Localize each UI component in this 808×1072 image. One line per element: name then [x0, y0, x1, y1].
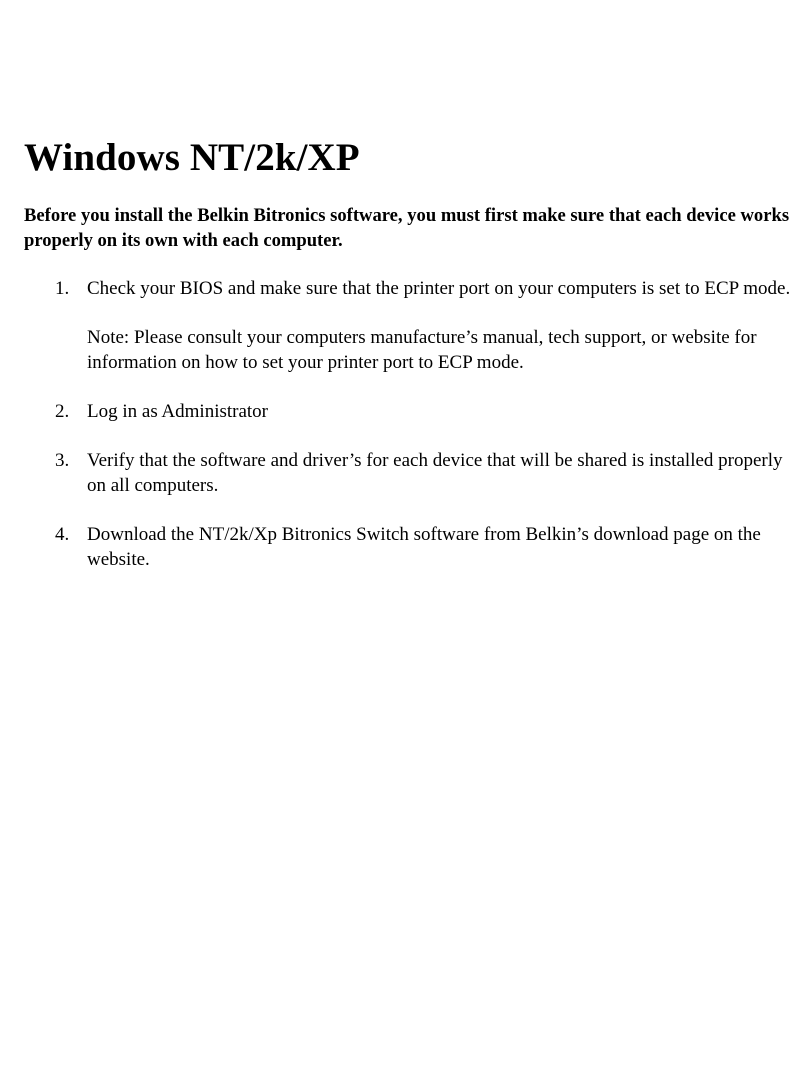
step-body: [87, 276, 792, 375]
step-text: Verify that the software and driver’s for each device that will be shared is installed properly on all computers.: [87, 450, 783, 496]
step-body: [87, 448, 792, 498]
step-number: 3.: [55, 450, 70, 471]
list-item-step-4: [0, 522, 808, 572]
list-item-step-2: [0, 399, 808, 424]
step-note: Note: Please consult your computers manufacture’s manual, tech support, or website for information on how to set your printer port to ECP mode.: [87, 327, 757, 373]
step-number: 4.: [55, 524, 70, 545]
step-body: [87, 399, 792, 424]
step-text: Check your BIOS and make sure that the printer port on your computers is set to ECP mode.: [87, 278, 791, 299]
steps-list: [0, 276, 808, 596]
list-item-step-3: [0, 448, 808, 498]
step-number: 1.: [55, 278, 70, 299]
step-text: Download the NT/2k/Xp Bitronics Switch software from Belkin’s download page on the website.: [87, 524, 761, 570]
list-item-step-1: [0, 276, 808, 375]
step-number: 2.: [55, 401, 70, 422]
page-title: Windows NT/2k/XP: [24, 136, 360, 179]
intro-paragraph: Before you install the Belkin Bitronics software, you must first make sure that each device works properly on its own with each computer.: [24, 205, 790, 251]
step-text: Log in as Administrator: [87, 401, 269, 422]
step-body: [87, 522, 792, 572]
